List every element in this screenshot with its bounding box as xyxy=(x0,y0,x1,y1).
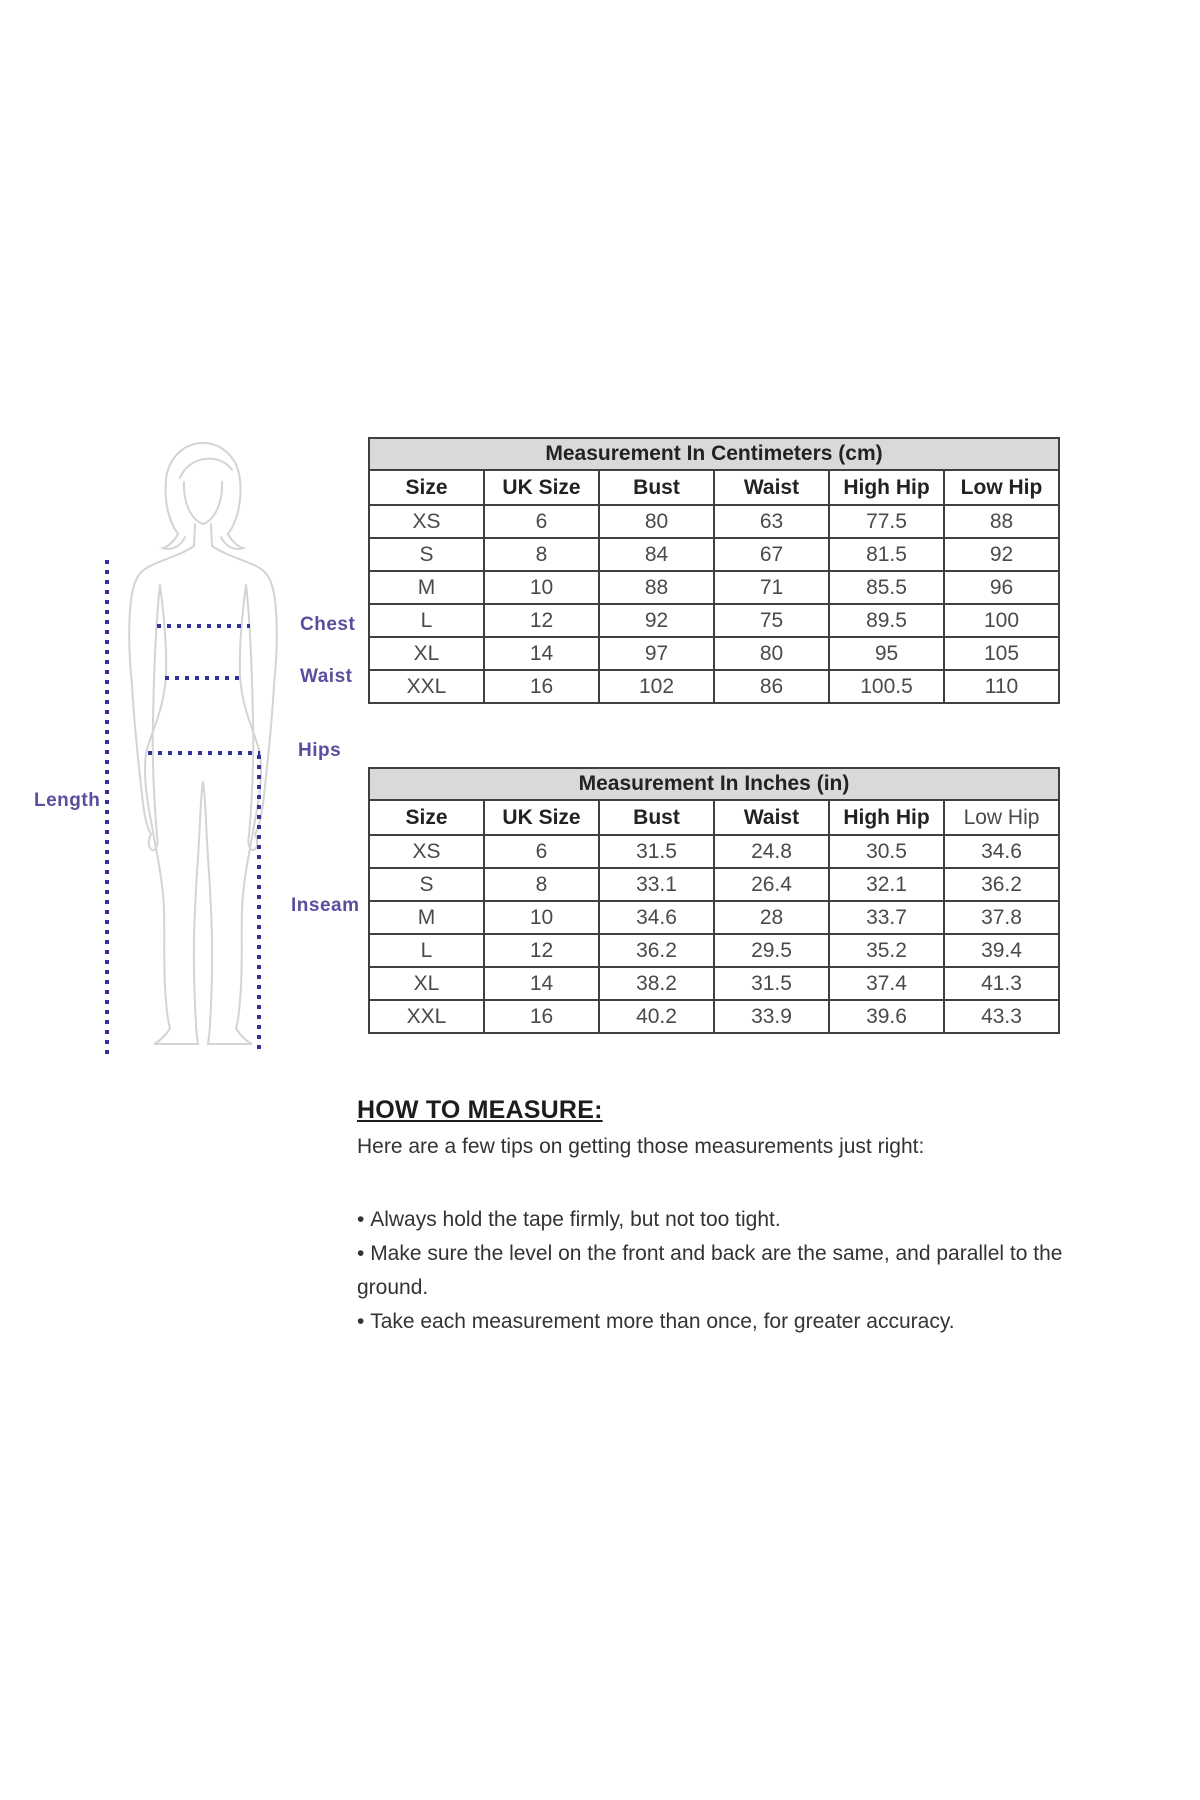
table-cell: 37.8 xyxy=(944,901,1059,934)
table-cell: L xyxy=(369,604,484,637)
table-cell: 28 xyxy=(714,901,829,934)
table-cell: 33.7 xyxy=(829,901,944,934)
hips-label: Hips xyxy=(298,740,342,761)
table-cell: 81.5 xyxy=(829,538,944,571)
table-cell: 38.2 xyxy=(599,967,714,1000)
table-title: Measurement In Inches (in) xyxy=(369,768,1059,800)
table-cell: 102 xyxy=(599,670,714,703)
table-cell: 35.2 xyxy=(829,934,944,967)
table-cell: 10 xyxy=(484,571,599,604)
table-cell: 33.9 xyxy=(714,1000,829,1033)
table-row xyxy=(369,670,1059,703)
table-cell: S xyxy=(369,538,484,571)
how-to-measure-section xyxy=(357,1096,1097,1339)
table-row xyxy=(369,934,1059,967)
table-cell: 105 xyxy=(944,637,1059,670)
table-cell: 43.3 xyxy=(944,1000,1059,1033)
size-table-inches xyxy=(368,767,1060,1034)
table-cell: 67 xyxy=(714,538,829,571)
chest-label: Chest xyxy=(300,614,356,635)
table-cell: 12 xyxy=(484,604,599,637)
measuring-tip: • Always hold the tape firmly, but not too tight. xyxy=(357,1203,1097,1237)
table-cell: XL xyxy=(369,967,484,1000)
table-cell: 110 xyxy=(944,670,1059,703)
table-cell: 86 xyxy=(714,670,829,703)
column-header: High Hip xyxy=(829,800,944,835)
table-row xyxy=(369,835,1059,868)
column-header: UK Size xyxy=(484,800,599,835)
column-header: Low Hip xyxy=(944,800,1059,835)
table-cell: 16 xyxy=(484,670,599,703)
table-cell: 40.2 xyxy=(599,1000,714,1033)
waist-label: Waist xyxy=(300,666,353,687)
table-cell: 88 xyxy=(944,505,1059,538)
size-table-centimeters xyxy=(368,437,1060,704)
column-header: Waist xyxy=(714,800,829,835)
table-cell: 14 xyxy=(484,967,599,1000)
table-cell: 24.8 xyxy=(714,835,829,868)
table-row xyxy=(369,868,1059,901)
table-row xyxy=(369,505,1059,538)
table-cell: 29.5 xyxy=(714,934,829,967)
table-row xyxy=(369,604,1059,637)
table-cell: 75 xyxy=(714,604,829,637)
table-row xyxy=(369,571,1059,604)
table-row xyxy=(369,1000,1059,1033)
measuring-tips-list xyxy=(357,1203,1097,1339)
table-cell: M xyxy=(369,571,484,604)
column-header: Waist xyxy=(714,470,829,505)
inseam-label: Inseam xyxy=(291,895,360,916)
column-header: Bust xyxy=(599,800,714,835)
table-cell: 8 xyxy=(484,868,599,901)
table-cell: 97 xyxy=(599,637,714,670)
measuring-tip: • Make sure the level on the front and back are the same, and parallel to the ground. xyxy=(357,1237,1097,1305)
table-cell: 71 xyxy=(714,571,829,604)
table-cell: 36.2 xyxy=(944,868,1059,901)
column-header: UK Size xyxy=(484,470,599,505)
table-cell: L xyxy=(369,934,484,967)
table-cell: 39.6 xyxy=(829,1000,944,1033)
table-cell: XXL xyxy=(369,1000,484,1033)
table-cell: XXL xyxy=(369,670,484,703)
table-cell: 77.5 xyxy=(829,505,944,538)
table-cell: M xyxy=(369,901,484,934)
table-cell: 85.5 xyxy=(829,571,944,604)
table-row xyxy=(369,637,1059,670)
table-cell: 6 xyxy=(484,505,599,538)
table-cell: 89.5 xyxy=(829,604,944,637)
table-cell: 32.1 xyxy=(829,868,944,901)
column-header: High Hip xyxy=(829,470,944,505)
table-cell: 12 xyxy=(484,934,599,967)
column-header: Size xyxy=(369,470,484,505)
table-cell: 10 xyxy=(484,901,599,934)
table-cell: 31.5 xyxy=(714,967,829,1000)
how-to-measure-heading: HOW TO MEASURE: xyxy=(357,1096,603,1124)
table-cell: 88 xyxy=(599,571,714,604)
table-cell: 41.3 xyxy=(944,967,1059,1000)
table-row xyxy=(369,901,1059,934)
table-cell: 92 xyxy=(599,604,714,637)
table-cell: 26.4 xyxy=(714,868,829,901)
table-row xyxy=(369,538,1059,571)
table-cell: 34.6 xyxy=(599,901,714,934)
table-cell: 84 xyxy=(599,538,714,571)
table-cell: 33.1 xyxy=(599,868,714,901)
table-cell: 8 xyxy=(484,538,599,571)
table-cell: S xyxy=(369,868,484,901)
table-title: Measurement In Centimeters (cm) xyxy=(369,438,1059,470)
table-cell: 80 xyxy=(599,505,714,538)
table-cell: 92 xyxy=(944,538,1059,571)
column-header: Size xyxy=(369,800,484,835)
table-cell: 63 xyxy=(714,505,829,538)
table-cell: 14 xyxy=(484,637,599,670)
table-cell: 6 xyxy=(484,835,599,868)
table-cell: 37.4 xyxy=(829,967,944,1000)
woman-silhouette xyxy=(129,443,277,1044)
table-cell: 34.6 xyxy=(944,835,1059,868)
measuring-tip: • Take each measurement more than once, for greater accuracy. xyxy=(357,1305,1097,1339)
table-cell: 80 xyxy=(714,637,829,670)
table-cell: 36.2 xyxy=(599,934,714,967)
table-cell: 100.5 xyxy=(829,670,944,703)
table-cell: 31.5 xyxy=(599,835,714,868)
column-header: Bust xyxy=(599,470,714,505)
table-cell: 39.4 xyxy=(944,934,1059,967)
table-cell: 95 xyxy=(829,637,944,670)
table-cell: 30.5 xyxy=(829,835,944,868)
length-label: Length xyxy=(34,790,101,811)
table-cell: 16 xyxy=(484,1000,599,1033)
table-cell: XS xyxy=(369,835,484,868)
column-header: Low Hip xyxy=(944,470,1059,505)
table-row xyxy=(369,967,1059,1000)
table-cell: XL xyxy=(369,637,484,670)
how-to-measure-intro: Here are a few tips on getting those measurements just right: xyxy=(357,1135,925,1158)
table-cell: 96 xyxy=(944,571,1059,604)
table-cell: 100 xyxy=(944,604,1059,637)
table-cell: XS xyxy=(369,505,484,538)
